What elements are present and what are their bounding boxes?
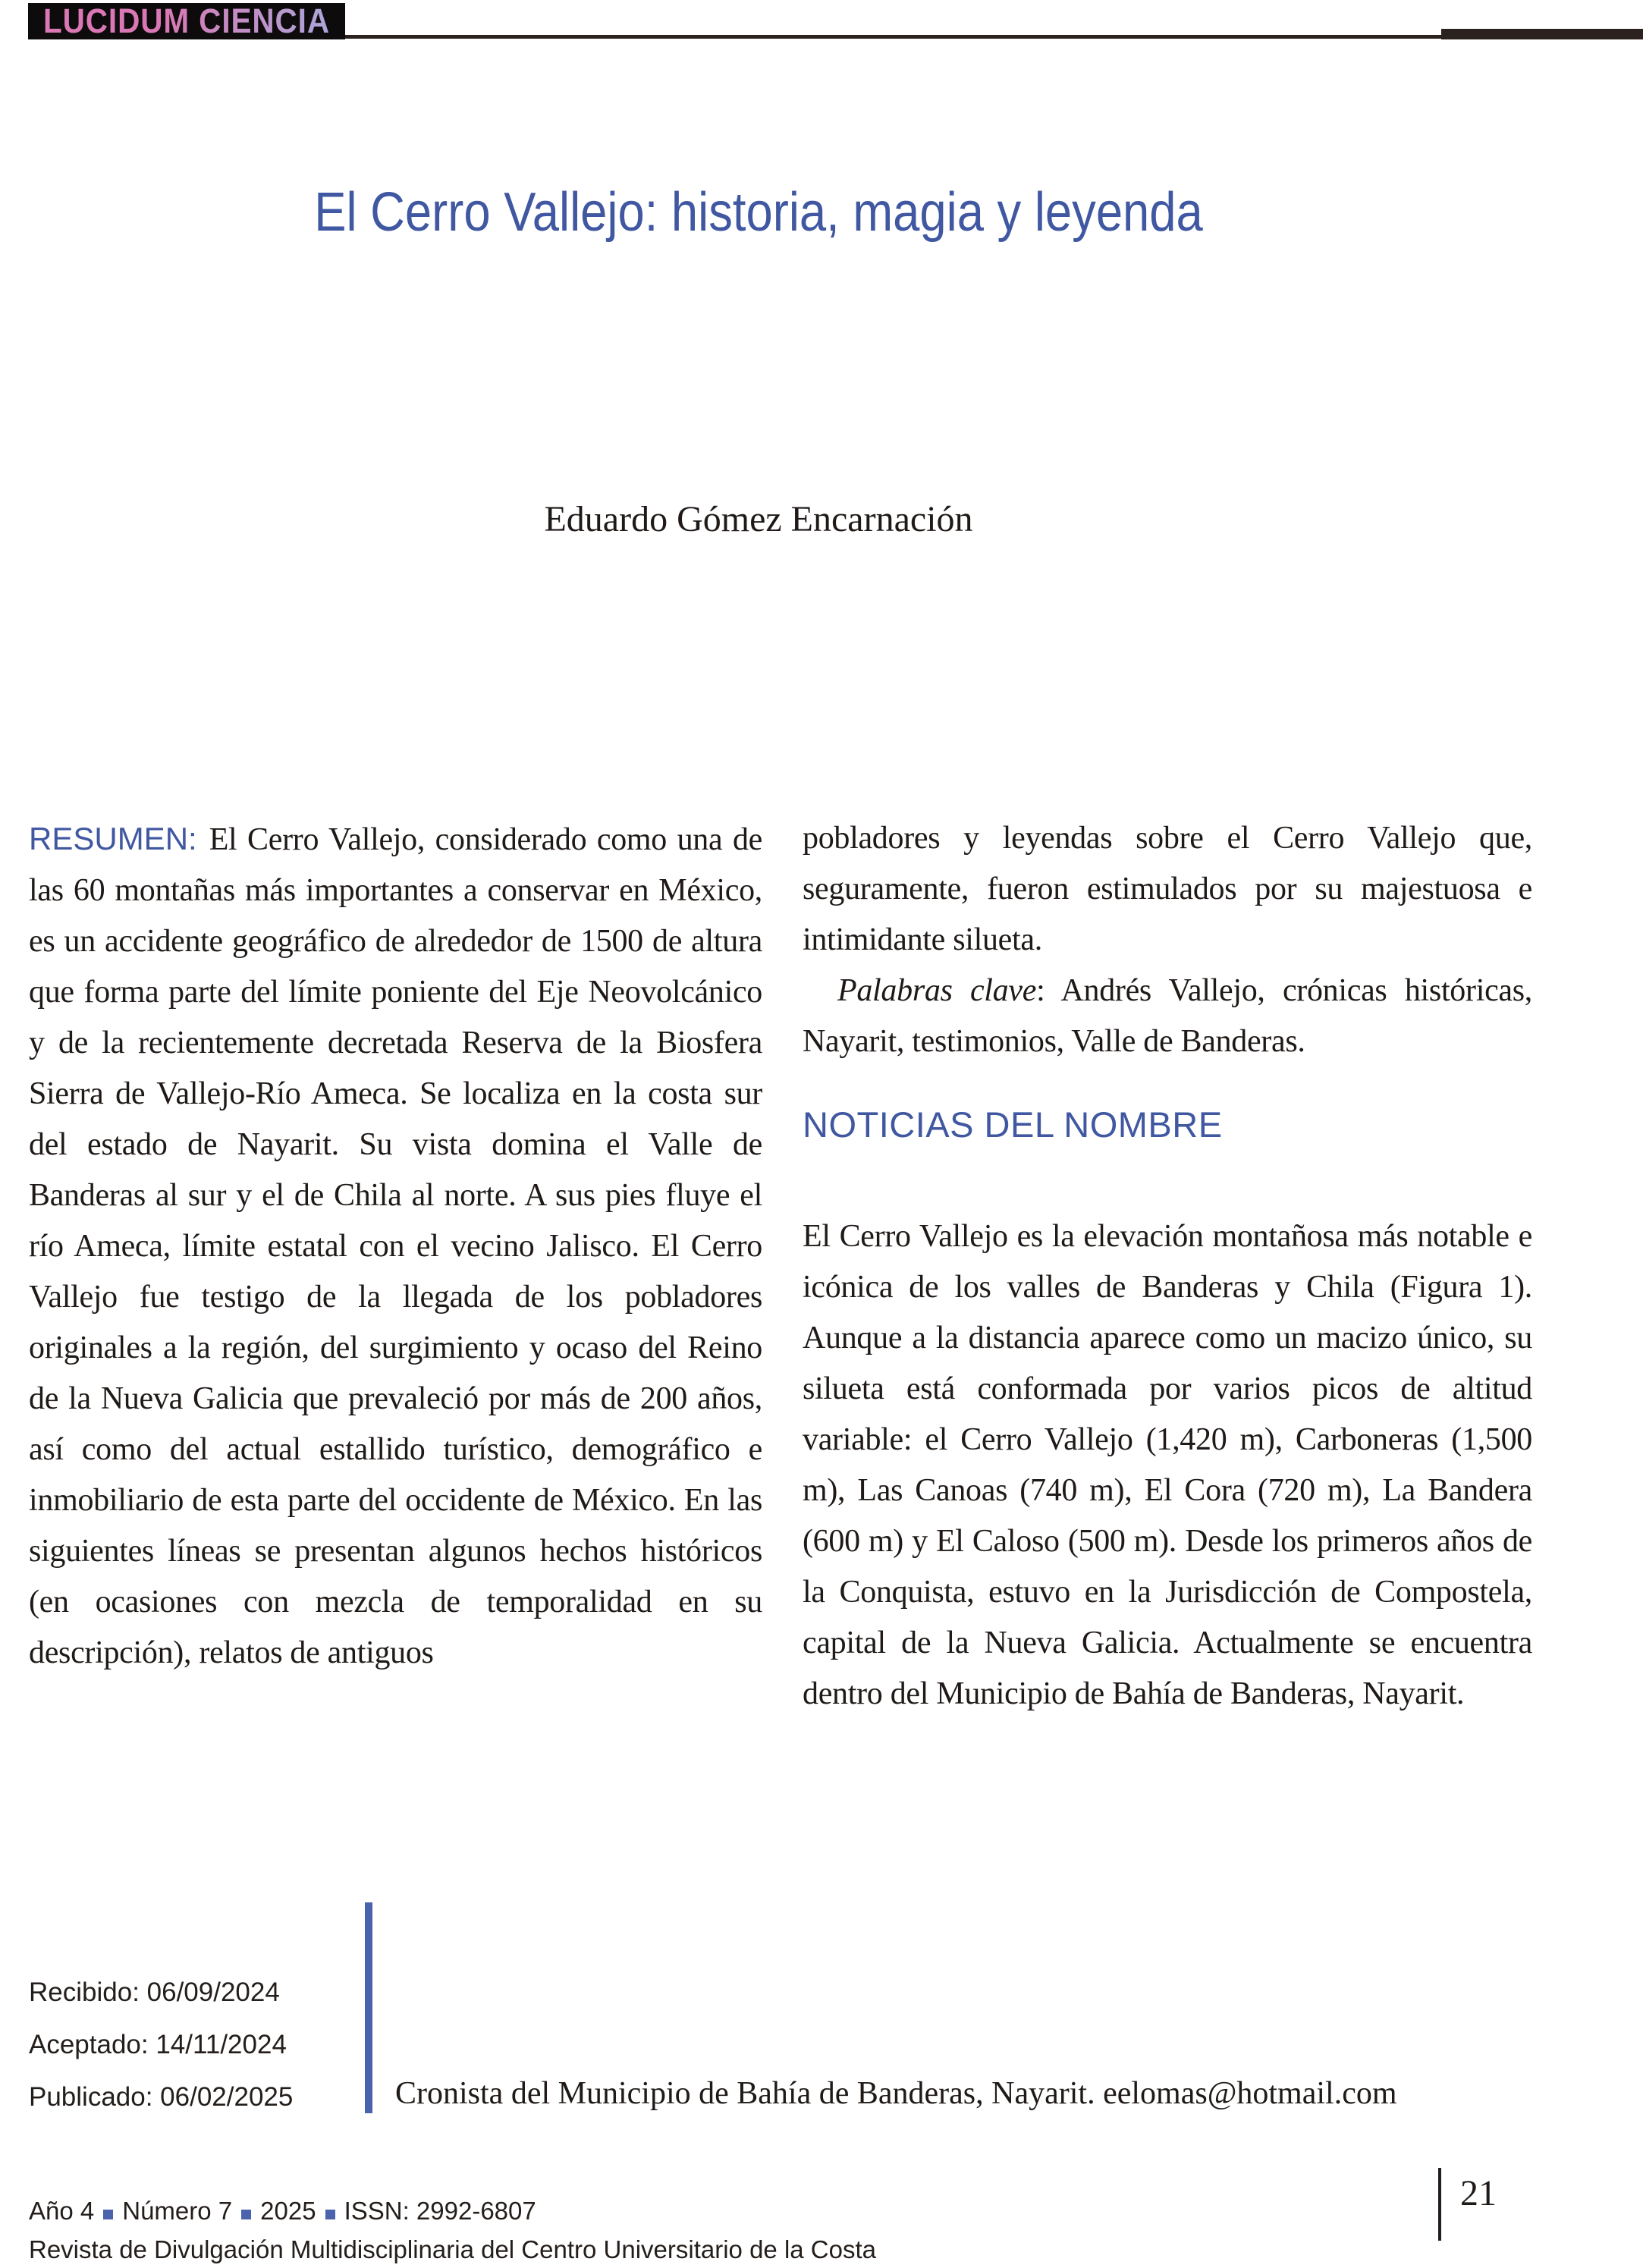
date-line: Recibido: 06/09/2024 xyxy=(29,1977,280,2007)
footer-meta-part: ISSN: 2992-6807 xyxy=(344,2197,536,2225)
footer-meta-part: 2025 xyxy=(260,2197,316,2225)
page-number-divider xyxy=(1438,2168,1441,2241)
footer-journal-name: Revista de Divulgación Multidisciplinaria del Centro Universitario de la Costa xyxy=(29,2235,877,2263)
affiliation-divider-bar xyxy=(365,1902,372,2113)
page-number: 21 xyxy=(1460,2173,1497,2213)
footer-meta-part: Número 7 xyxy=(122,2197,233,2225)
abstract-paragraph xyxy=(29,813,762,1679)
journal-logo xyxy=(28,3,345,39)
section-heading-noticias: NOTICIAS DEL NOMBRE xyxy=(803,1104,1223,1145)
date-line: Aceptado: 14/11/2024 xyxy=(29,2030,287,2059)
header-rule xyxy=(345,35,1441,39)
article-author: Eduardo Gómez Encarnación xyxy=(544,499,973,539)
footer-meta-part: Año 4 xyxy=(29,2197,95,2225)
article-title: El Cerro Vallejo: historia, magia y leyenda xyxy=(314,182,1203,243)
footer-meta xyxy=(29,2194,536,2228)
article-dates xyxy=(29,1966,293,2123)
abstract-text-right: pobladores y leyendas sobre el Cerro Vallejo que, seguramente, fueron estimulados por su majestuosa e intimidante silueta. xyxy=(803,821,1532,957)
keywords-text: : Andrés Vallejo, crónicas históricas, Nayarit, testimonios, Valle de Banderas. xyxy=(803,973,1532,1059)
separator-square-icon xyxy=(241,2210,251,2219)
author-affiliation: Cronista del Municipio de Bahía de Banderas, Nayarit. eelomas@hotmail.com xyxy=(395,2076,1397,2111)
separator-square-icon xyxy=(103,2210,113,2219)
journal-logo-text: LUCIDUM CIENCIA xyxy=(43,2,331,40)
header-rule-accent xyxy=(1441,29,1643,39)
column-left xyxy=(29,813,762,1679)
column-right xyxy=(803,813,1532,1720)
keywords-paragraph xyxy=(803,966,1532,1067)
keywords-label: Palabras clave xyxy=(837,973,1037,1008)
date-line: Publicado: 06/02/2025 xyxy=(29,2082,294,2112)
section-body-noticias: El Cerro Vallejo es la elevación montañosa más notable e icónica de los valles de Banderas y Chila (Figura 1). Aunque a la distancia aparece como un macizo único, su silueta está conformada por varios picos de altitud variable: el Cerro Vallejo (1,420 m), Carboneras (1,500 m), Las Canoas (740 m), El Cora (720 m), La Bandera (600 m) y El Caloso (500 m). Desde los primeros años de la Conquista, estuvo en la Jurisdicción de Compostela, capital de la Nueva Galicia. Actualmente se encuentra dentro del Municipio de Bahía de Banderas, Nayarit. xyxy=(803,1219,1532,1711)
abstract-label: RESUMEN: xyxy=(29,821,197,856)
abstract-text-left: El Cerro Vallejo, considerado como una de las 60 montañas más importantes a conservar en México, es un accidente geográfico de alrededor de 1500 de altura que forma parte del límite poniente del Eje Neovolcánico y de la recientemente decretada Reserva de la Biosfera Sierra de Vallejo-Río Ameca. Se localiza en la costa sur del estado de Nayarit. Su vista domina el Valle de Banderas al sur y el de Chila al norte. A sus pies fluye el río Ameca, límite estatal con el vecino Jalisco. El Cerro Vallejo fue testigo de la llegada de los pobladores originales a la región, del surgimiento y ocaso del Reino de la Nueva Galicia que prevaleció por más de 200 años, así como del actual estallido turístico, demográfico e inmobiliario de esta parte del occidente de México. En las siguientes líneas se presentan algunos hechos históricos (en ocasiones con mezcla de temporalidad en su descripción), relatos de antiguos xyxy=(29,822,762,1670)
separator-square-icon xyxy=(325,2210,335,2219)
